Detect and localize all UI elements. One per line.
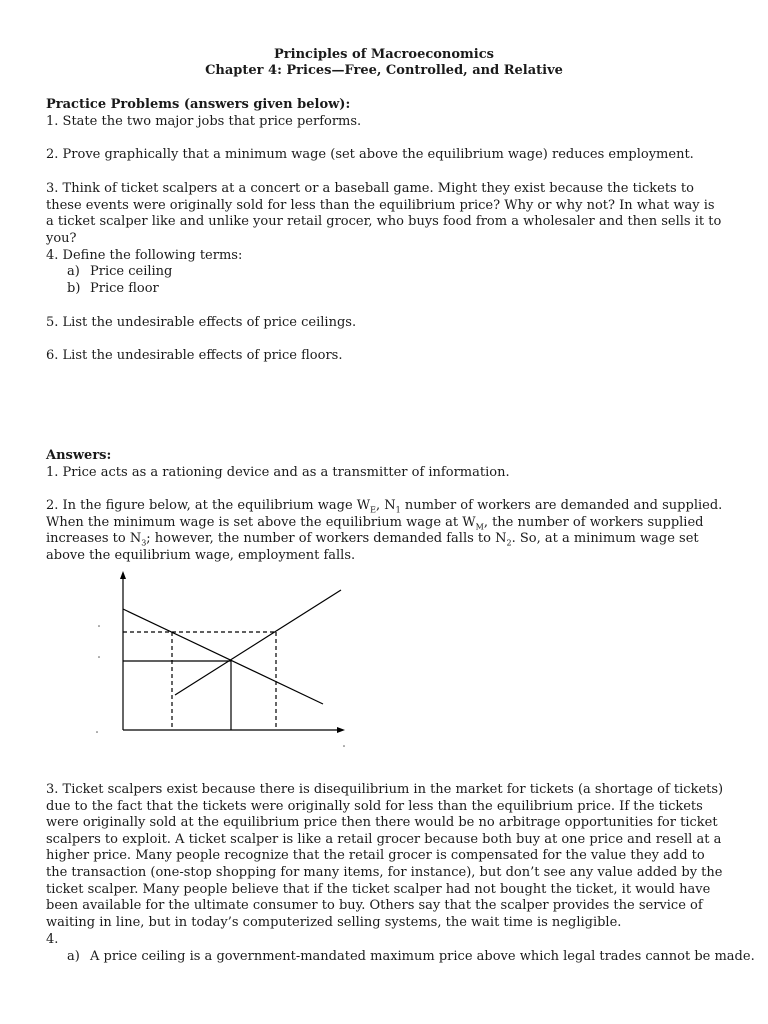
answers-heading: Answers: [46,448,112,463]
question-4: 4. Define the following terms: [46,248,243,263]
price-ceiling-definition: A price ceiling is a government-mandated maximum price above which legal trades cannot be made. [90,949,755,964]
question-4b [67,281,159,298]
x-axis-arrowhead [337,727,345,733]
demand-curve [123,609,323,704]
answer-2: 2. In the figure below, at the equilibrium wage $W_E$, $N_1$ number of workers are demanded and supplied. When the minimum wage is set above the equilibrium wage at $W_M$, the number of workers supplied increases to $N_3$; however, the number of workers demanded falls to $N_2$. So, at a minimum wage set above the equilibrium wage, employment falls. [46,498,723,563]
question-3: 3. Think of ticket scalpers at a concert or a baseball game. Might they exist because the tickets to these events were originally sold for less than the equilibrium price? Why or why not? In what way is a ticket scalper like and unlike your retail grocer, who buys food from a wholesaler and then sells it to you? [46,181,722,246]
chapter-title: Chapter 4: Prices—Free, Controlled, and Relative [205,63,563,78]
tick-mark [96,731,98,733]
list-label: b) [67,281,81,296]
term-price-floor: Price floor [90,281,159,296]
practice-heading: Practice Problems (answers given below): [46,97,351,112]
term-price-ceiling: Price ceiling [90,264,173,279]
supply-curve [175,590,341,695]
question-2: 2. Prove graphically that a minimum wage (set above the equilibrium wage) reduces employment. [46,147,694,162]
question-4a [67,264,172,281]
answer-4: 4. [46,932,59,947]
tick-mark [98,625,100,627]
answer-4a [67,949,755,966]
y-axis-arrowhead [120,571,126,579]
course-title: Principles of Macroeconomics [274,47,494,62]
question-1: 1. State the two major jobs that price performs. [46,114,362,129]
tick-mark [98,656,100,658]
answer-1: 1. Price acts as a rationing device and as a transmitter of information. [46,465,510,480]
answer-3: 3. Ticket scalpers exist because there is disequilibrium in the market for tickets (a shortage of tickets) due to the fact that the tickets were originally sold for less than the equilibrium price. If the tickets were originally sold at the equilibrium price then there would be no arbitrage opportunities for ticket scalpers to exploit. A ticket scalper is like a retail grocer because both buy at one price and resell at a higher price. Many people recognize that the retail grocer is compensated for the value they add to the transaction (one-stop shopping for many items, for instance), but don’t see any value added by the ticket scalper. Many people believe that if the ticket scalper had not bought the ticket, it would have been available for the ultimate consumer to buy. Others say that the scalper provides the service of waiting in line, but in today’s computerized selling systems, the wait time is negligible. [46,782,724,930]
question-6: 6. List the undesirable effects of price floors. [46,348,343,363]
minimum-wage-figure [90,568,360,750]
tick-mark [343,745,345,747]
list-label: a) [67,949,80,964]
question-5: 5. List the undesirable effects of price ceilings. [46,315,357,330]
list-label: a) [67,264,80,279]
